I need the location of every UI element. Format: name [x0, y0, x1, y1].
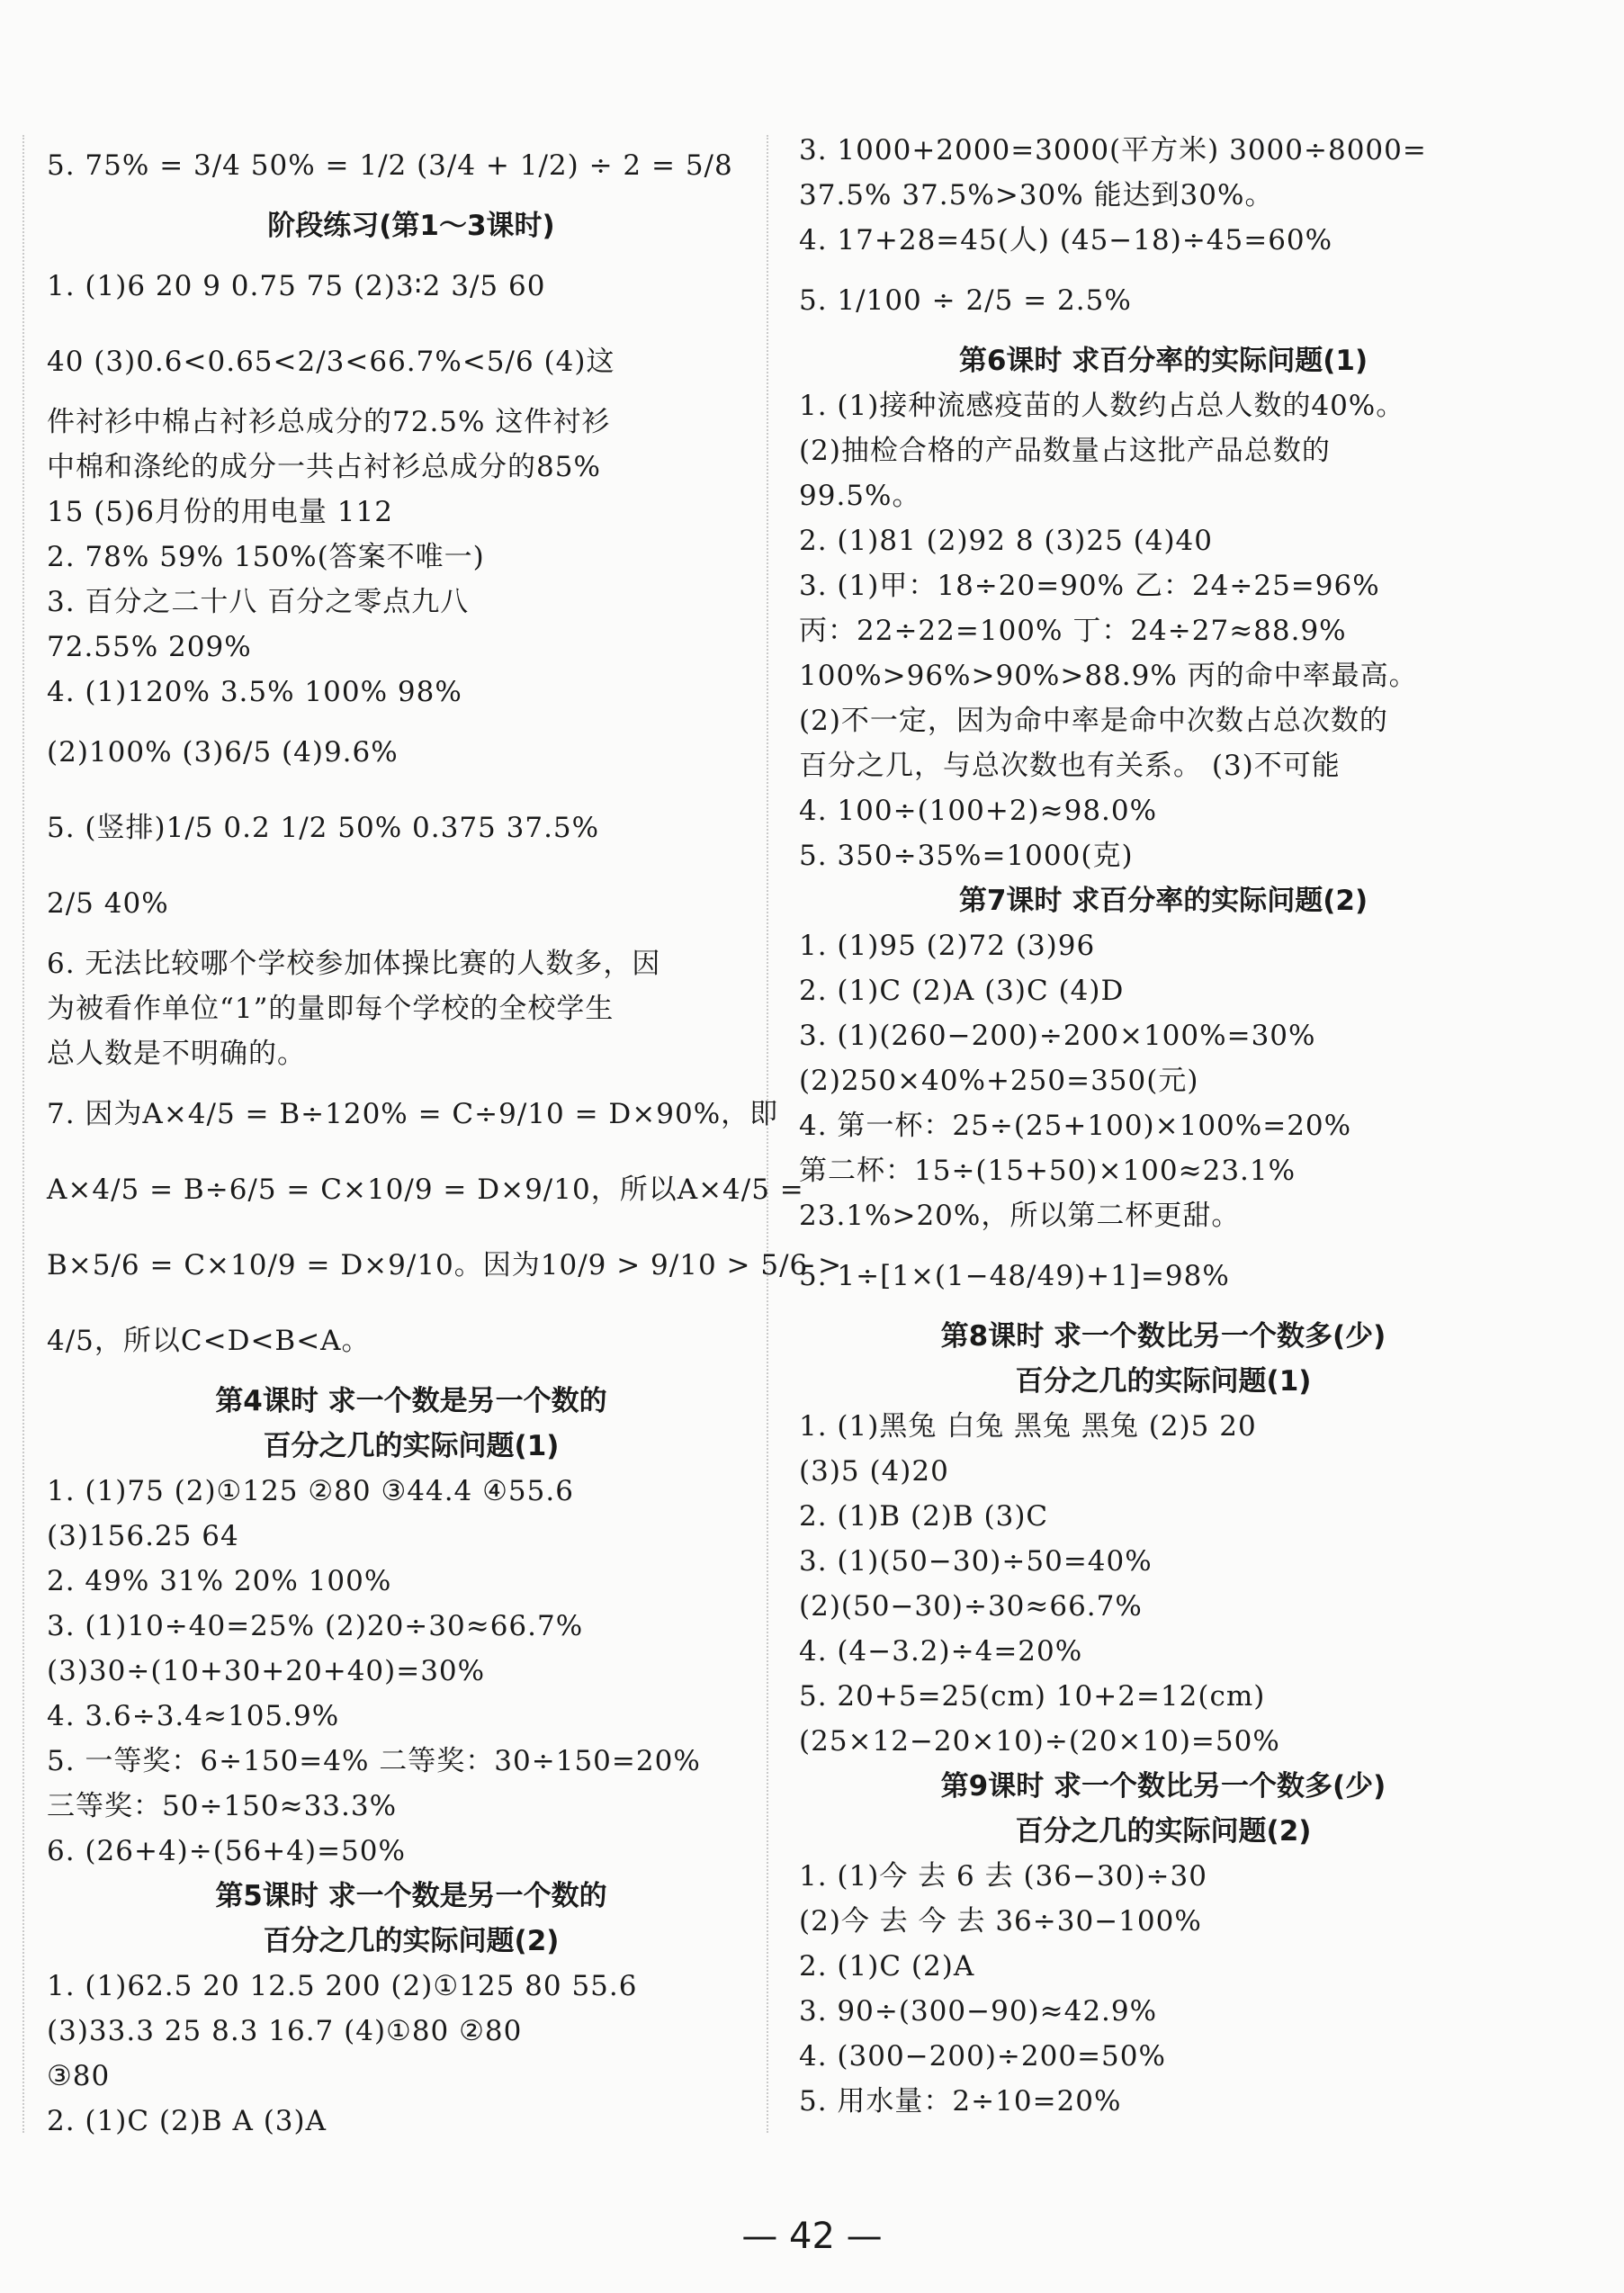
right-column — [799, 128, 1528, 2124]
answer-line: 1. (1)今 去 6 去 (36−30)÷30 — [799, 1860, 1207, 1893]
answer-line: 37.5% 37.5%>30% 能达到30%。 — [799, 179, 1274, 211]
answer-line: 2/5 40% — [47, 887, 169, 920]
answer-line: 5. 1/100 ÷ 2/5 = 2.5% — [799, 284, 1132, 317]
answer-line: 3. (1)(50−30)÷50=40% — [799, 1545, 1153, 1578]
answer-line: (2)250×40%+250=350(元) — [799, 1065, 1199, 1097]
answer-line: (2)(50−30)÷30≈66.7% — [799, 1590, 1143, 1623]
answer-line: 3. (1)(260−200)÷200×100%=30% — [799, 1020, 1316, 1052]
answer-line: 总人数是不明确的。 — [47, 1038, 306, 1070]
answer-line: 3. 百分之二十八 百分之零点九八 — [47, 586, 470, 618]
answer-line: (3)156.25 64 — [47, 1520, 239, 1552]
answer-line: B×5/6 = C×10/9 = D×9/10。因为10/9 > 9/10 > 5/6 > — [47, 1249, 843, 1281]
answer-line: 6. (26+4)÷(56+4)=50% — [47, 1835, 406, 1867]
answer-line: 2. (1)B (2)B (3)C — [799, 1500, 1049, 1533]
left-margin-divider — [22, 135, 24, 2133]
answer-line: 5. 1÷[1×(1−48/49)+1]=98% — [799, 1260, 1230, 1292]
answer-line: 5. 75% = 3/4 50% = 1/2 (3/4 + 1/2) ÷ 2 = 5/8 — [47, 149, 733, 182]
section-heading: 百分之几的实际问题(1) — [263, 1430, 560, 1462]
answer-line: (25×12−20×10)÷(20×10)=50% — [799, 1725, 1280, 1758]
answer-line: 7. 因为A×4/5 = B÷120% = C÷9/10 = D×90%，即 — [47, 1098, 779, 1130]
answer-line: 4. 17+28=45(人) (45−18)÷45=60% — [799, 224, 1333, 256]
answer-line: 第二杯：15÷(15+50)×100≈23.1% — [799, 1155, 1297, 1187]
answer-line: 1. (1)接种流感疫苗的人数约占总人数的40%。 — [799, 390, 1405, 422]
answer-line: 2. (1)C (2)A — [799, 1950, 975, 1983]
page-number: — 42 — — [741, 2216, 883, 2257]
answer-line: 2. 78% 59% 150%(答案不唯一) — [47, 541, 485, 573]
answer-line: 1. (1)95 (2)72 (3)96 — [799, 930, 1096, 962]
answer-line: 2. (1)C (2)A (3)C (4)D — [799, 975, 1125, 1007]
answer-line: 2. 49% 31% 20% 100% — [47, 1565, 392, 1597]
answer-line: 3. 90÷(300−90)≈42.9% — [799, 1995, 1158, 2028]
answer-line: (2)100% (3)6/5 (4)9.6% — [47, 736, 399, 769]
section-heading: 百分之几的实际问题(1) — [1015, 1365, 1312, 1398]
answer-line: 6. 无法比较哪个学校参加体操比赛的人数多，因 — [47, 948, 661, 980]
answer-line: 5. 20+5=25(cm) 10+2=12(cm) — [799, 1680, 1266, 1713]
answer-line: (2)不一定，因为命中率是命中次数占总次数的 — [799, 705, 1388, 737]
answer-line: 3. 1000+2000=3000(平方米) 3000÷8000= — [799, 134, 1427, 166]
section-heading: 百分之几的实际问题(2) — [1015, 1815, 1312, 1848]
answer-line: 3. (1)甲：18÷20=90% 乙：24÷25=96% — [799, 570, 1380, 602]
section-heading: 第4课时 求一个数是另一个数的 — [215, 1385, 607, 1417]
answer-line: 2. (1)81 (2)92 8 (3)25 (4)40 — [799, 525, 1214, 557]
answer-line: 4. 第一杯：25÷(25+100)×100%=20% — [799, 1110, 1352, 1142]
answer-line: 5. (竖排)1/5 0.2 1/2 50% 0.375 37.5% — [47, 812, 600, 844]
section-heading: 百分之几的实际问题(2) — [263, 1925, 560, 1957]
answer-line: 72.55% 209% — [47, 631, 252, 663]
answer-line: 3. (1)10÷40=25% (2)20÷30≈66.7% — [47, 1610, 584, 1642]
section-heading: 第9课时 求一个数比另一个数多(少) — [940, 1770, 1386, 1803]
answer-line: (3)30÷(10+30+20+40)=30% — [47, 1655, 486, 1687]
answer-line: 99.5%。 — [799, 480, 921, 512]
answer-line: 丙：22÷22=100% 丁：24÷27≈88.9% — [799, 615, 1347, 647]
answer-line: A×4/5 = B÷6/5 = C×10/9 = D×9/10，所以A×4/5 = — [47, 1173, 804, 1206]
section-heading: 第8课时 求一个数比另一个数多(少) — [940, 1320, 1386, 1353]
answer-line: 1. (1)6 20 9 0.75 75 (2)3∶2 3/5 60 — [47, 270, 546, 302]
section-heading: 第5课时 求一个数是另一个数的 — [215, 1880, 607, 1912]
answer-line: 4. (1)120% 3.5% 100% 98% — [47, 676, 462, 708]
answer-line: 4. (4−3.2)÷4=20% — [799, 1635, 1083, 1668]
answer-line: 4/5，所以C<D<B<A。 — [47, 1325, 371, 1357]
answer-line: 100%>96%>90%>88.9% 丙的命中率最高。 — [799, 660, 1418, 692]
answer-line: 5. 用水量：2÷10=20% — [799, 2085, 1122, 2118]
answer-line: 2. (1)C (2)B A (3)A — [47, 2105, 327, 2137]
answer-line: 为被看作单位“1”的量即每个学校的全校学生 — [47, 993, 615, 1025]
answer-line: 中棉和涤纶的成分一共占衬衫总成分的85% — [47, 451, 601, 483]
answer-line: (2)抽检合格的产品数量占这批产品总数的 — [799, 435, 1331, 467]
answer-line: 5. 一等奖：6÷150=4% 二等奖：30÷150=20% — [47, 1745, 701, 1777]
answer-line: 15 (5)6月份的用电量 112 — [47, 496, 393, 528]
answer-line: 4. 100÷(100+2)≈98.0% — [799, 795, 1158, 827]
section-heading: 第6课时 求百分率的实际问题(1) — [958, 345, 1368, 377]
answer-line: 件衬衫中棉占衬衫总成分的72.5% 这件衬衫 — [47, 406, 611, 438]
answer-line: (2)今 去 今 去 36÷30−100% — [799, 1905, 1202, 1938]
answer-line: 1. (1)62.5 20 12.5 200 (2)①125 80 55.6 — [47, 1970, 638, 2002]
answer-line: 40 (3)0.6<0.65<2/3<66.7%<5/6 (4)这 — [47, 346, 615, 378]
section-heading: 第7课时 求百分率的实际问题(2) — [958, 885, 1368, 917]
answer-line: 三等奖：50÷150≈33.3% — [47, 1790, 398, 1822]
answer-line: 4. (300−200)÷200=50% — [799, 2040, 1166, 2073]
answer-line: 1. (1)黑兔 白兔 黑兔 黑兔 (2)5 20 — [799, 1410, 1257, 1443]
answer-line: 23.1%>20%，所以第二杯更甜。 — [799, 1200, 1241, 1232]
answer-line: (3)33.3 25 8.3 16.7 (4)①80 ②80 — [47, 2015, 523, 2047]
answer-line: (3)5 (4)20 — [799, 1455, 949, 1488]
answer-line: ③80 — [47, 2060, 111, 2092]
answer-line: 1. (1)75 (2)①125 ②80 ③44.4 ④55.6 — [47, 1475, 574, 1507]
section-heading: 阶段练习(第1～3课时) — [267, 210, 555, 242]
left-column — [47, 128, 843, 2144]
answer-line: 百分之几，与总次数也有关系。 (3)不可能 — [799, 750, 1341, 782]
answer-line: 5. 350÷35%=1000(克) — [799, 840, 1134, 872]
answer-line: 4. 3.6÷3.4≈105.9% — [47, 1700, 340, 1732]
